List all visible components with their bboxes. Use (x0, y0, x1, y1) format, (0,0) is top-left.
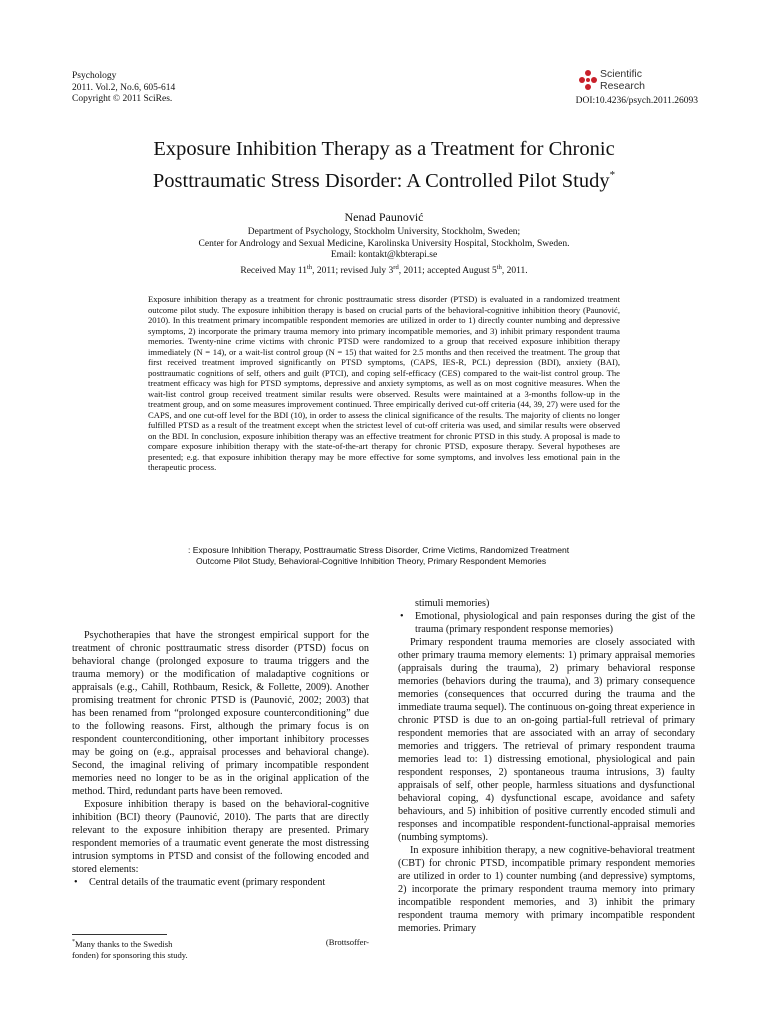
publisher-name-line1: Scientific (600, 68, 643, 80)
affiliation-block (0, 227, 768, 277)
abstract-text: Exposure inhibition therapy as a treatment for chronic posttraumatic stress disorder (PTSD) is evaluated in a randomized treatment outcome pilot study. The exposure inhibition therapy is based on crucial parts of the behavioral-cognitive inhibition theory (Paunović, 2010). In this treatment primary incompatible respondent memories are utilized in order to 1) directly counter numbing and depressive symptoms, 2) incorporate the primary trauma memory into primary incompatible memories, and 3) inhibit primary respondent trauma memories. Twenty-nine crime victims with chronic PTSD were randomized to a group that received exposure inhibition therapy immediately (N = 14), or a wait-list control group (N = 15) that waited for 2.5 months and then received the treatment. The group that first received treatment improved significantly on PTSD symptoms, (CAPS, IES-R, PCL) depression (BDI), anxiety (BAI), posttraumatic cognitions of self, others and guilt (PTCI), and coping self-efficacy (CES) compared to the wait-list control group. The treatment efficacy was high for PTSD symptoms, depressive and anxiety symptoms, as well as on most cognitive measures. When the wait-list control group received treatment similar results were observed. Results were maintained at a 3-months follow-up in the treatment group, and on some measures improvement continued. Three empirically derived cut-off criteria (44, 39, 27) were used for the CAPS, and one cut-off level for the BDI (10), in order to assess the clinical significance of the results. The majority of clients no longer fulfilled PTSD as a result of the treatment except when the strictest level of cut-off criteria was used, and similar results were observed on the BDI. In conclusion, exposure inhibition therapy was an effective treatment for chronic PTSD in this study. A proposal is made to compare exposure inhibition therapy with the state-of-the-art therapy for chronic PTSD, exposure therapy. Several hypotheses are presented; e.g. that exposure inhibition therapy may be more effective for some symptoms, and involves less emotional pain in the therapeutic process. (148, 294, 620, 472)
footnote-text-a: Many thanks to the Swedish (75, 939, 173, 949)
bullet-item: • Central details of the traumatic event (primary respondent (74, 877, 326, 888)
copyright: Copyright © 2011 SciRes. (72, 94, 173, 104)
journal-name: Psychology (72, 71, 117, 81)
journal-header (72, 71, 175, 106)
journal-issue: 2011. Vol.2, No.6, 605-614 (72, 82, 176, 93)
paragraph: Psychotherapies that have the strongest empirical support for the treatment of chronic posttraumatic stress disorder (PTSD) focus on behavioral change (prolonged exposure to trauma triggers and the trauma memory) or the modification of maladaptive cognitions or appraisals (e.g., Cahill, Rothbaum, Resick, & Follette, 2009). Another promising treatment for chronic PTSD is (Paunović, 2002; 2003) that has been renamed from “prolonged exposure counterconditioning” due to the following reasons. First, although the primary focus is on respondent counterconditioning, other important inhibitory processes may be going on (e.g., appraisal processes and behavioral change). Second, the imaginal reliving of primary incompatible respondent memories need no longer to be as in the original application of the method. Third, redundant parts have been removed. (72, 630, 369, 797)
affiliation-2: Center for Andrology and Sexual Medicine, Karolinska University Hospital, Stockholm, Sweden. (198, 238, 570, 249)
paper-title (0, 136, 768, 194)
bullet-icon: • (74, 877, 78, 888)
abstract (148, 294, 620, 473)
footnote-mark: * (72, 939, 75, 945)
footnote-rule (72, 934, 167, 935)
paragraph: Primary respondent trauma memories are closely associated with other primary trauma memory elements: 1) primary appraisal memories (appraisals during the trauma), 2) primary behavioral response memories (behaviors during the trauma), and 3) primary consequence memories (consequences that occurred during the trauma and the immediate trauma sequel). The continuous on-going threat experience in chronic PTSD is due to an on-going partial-full retrieval of primary respondent memories that are associated with an array of secondary memories and triggers. The retrieval of primary respondent trauma memories lead to: 1) distressing emotional, physiological and pain respondent responses, 2) spontaneous trauma intrusions, 3) faulty appraisals of self, other people, harmless situations and dysfunctional behavioral coping, 4) dysfunctional escape, avoidance and safety behaviours, and 5) inhibition of positive currently encoded stimuli and responses and incompatible respondent-functional-appraisal memories (numbing symptoms). (398, 637, 695, 843)
bullet-continuation: stimuli memories) (415, 598, 490, 609)
publisher-name-line2: Research (600, 79, 645, 92)
publisher-logo (578, 69, 698, 95)
keywords (188, 545, 628, 566)
body-left-column (72, 629, 369, 889)
footnote-text-b: (Brottsoffer- (325, 937, 369, 947)
title-line2: Posttraumatic Stress Disorder: A Controlled Pilot Study (152, 170, 610, 192)
scientific-research-logo-icon (578, 69, 598, 91)
body-right-column (398, 597, 695, 935)
footnote-text-c: fonden) for sponsoring this study. (72, 950, 188, 960)
title-footnote-mark: * (609, 169, 616, 181)
received-dates: Received May 11th, 2011; revised July 3rd, 2011; accepted August 5th, 2011. (240, 263, 528, 276)
author-name: Nenad Paunović (344, 210, 424, 224)
doi: DOI:10.4236/psych.2011.26093 (575, 96, 698, 106)
affiliation-1: Department of Psychology, Stockholm University, Stockholm, Sweden; (247, 227, 521, 237)
paragraph: In exposure inhibition therapy, a new cognitive-behavioral treatment (CBT) for chronic PTSD, incompatible primary respondent memories are utilized in order to 1) counter numbing (and depressive) symptoms, 2) incorporate the primary respondent trauma memory into primary incompatible respondent memories, and 3) inhibit the primary respondent trauma memory with primary incompatible respondent memories. Primary (398, 845, 695, 934)
keywords-line1: : Exposure Inhibition Therapy, Posttraumatic Stress Disorder, Crime Victims, Randomized Treatment (188, 545, 570, 555)
bullet-icon: • (400, 611, 404, 622)
author-email: Email: kontakt@kbterapi.se (330, 250, 438, 260)
title-line1: Exposure Inhibition Therapy as a Treatment for Chronic (153, 138, 615, 160)
keywords-line2: Outcome Pilot Study, Behavioral-Cognitive Inhibition Theory, Primary Respondent Memories (196, 555, 547, 566)
bullet-item: • Emotional, physiological and pain responses during the gist of the trauma (primary respondent response memories) (400, 611, 695, 635)
paragraph: Exposure inhibition therapy is based on the behavioral-cognitive inhibition (BCI) theory (Paunović, 2010). The parts that are directly relevant to the exposure inhibition therapy are presented. Primary respondent memories of a traumatic event generate the most distressing intrusion symptoms in PTSD and consist of the following encoded and stored elements: (72, 799, 369, 875)
footnote (72, 937, 369, 961)
